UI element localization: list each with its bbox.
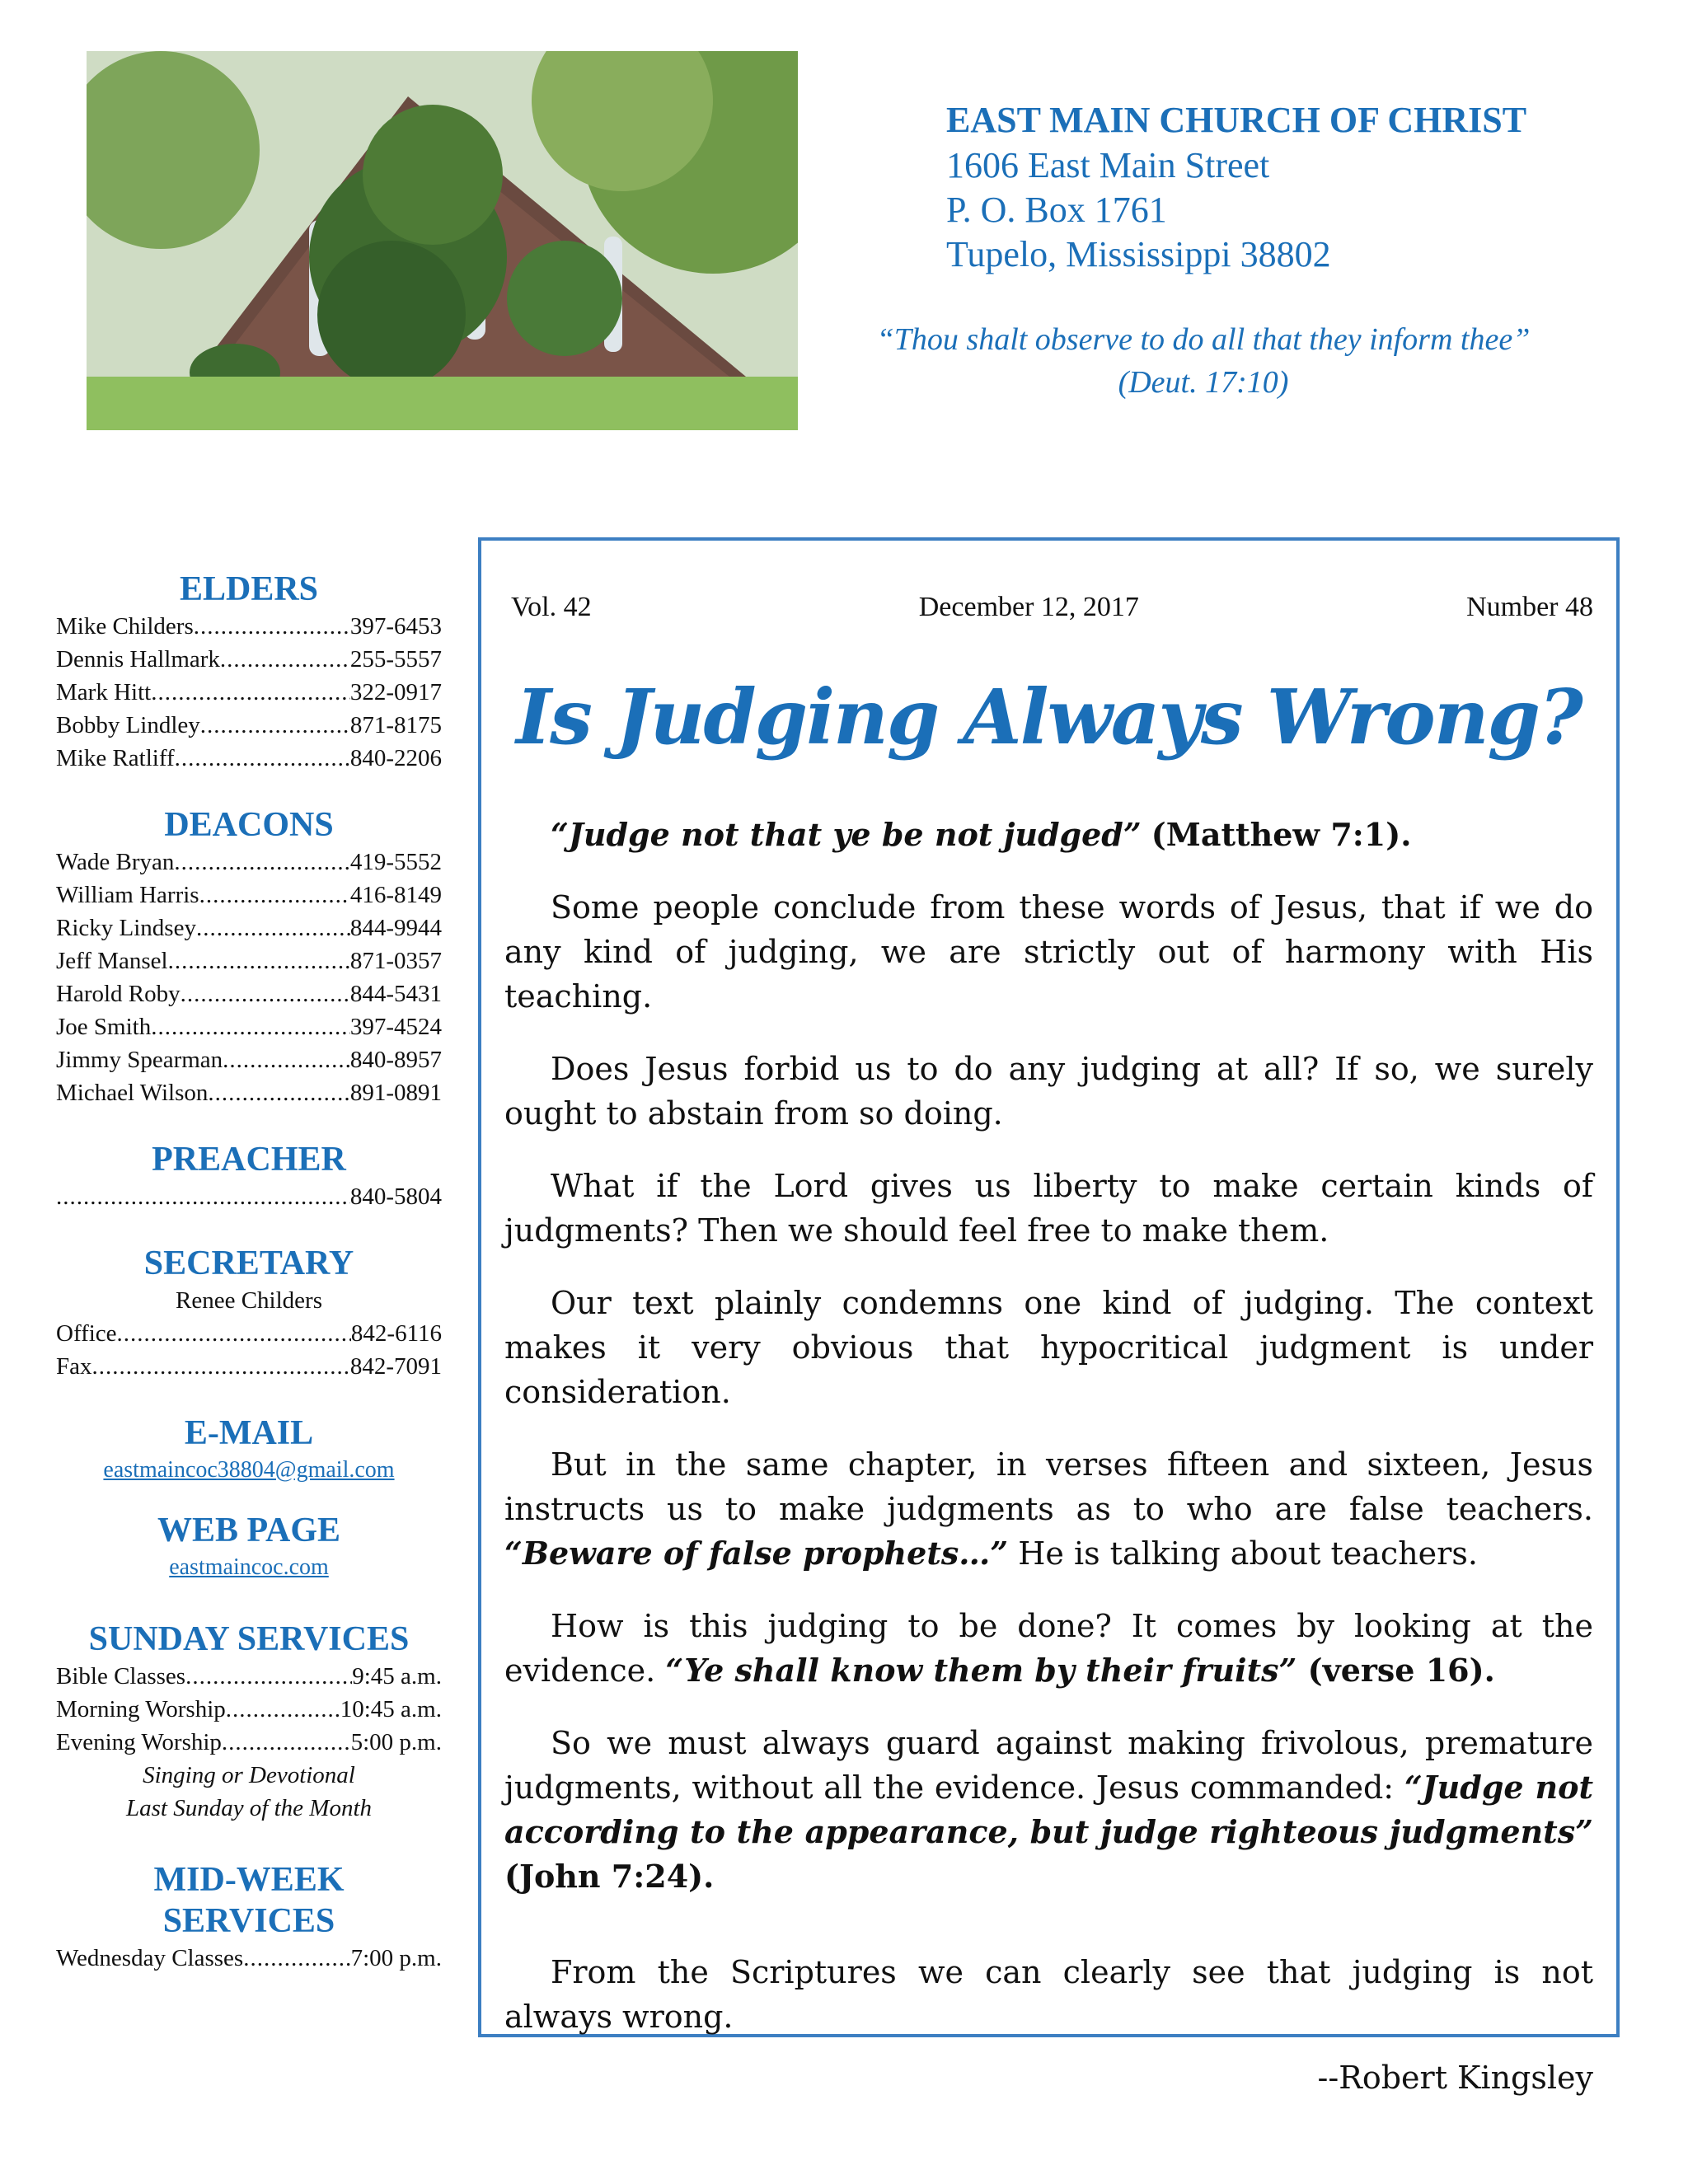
list-item: Wade Bryan ..... 419-5552	[56, 846, 442, 879]
list-item: Morning Worship ..... 10:45 a.m.	[56, 1693, 442, 1726]
list-item: Mark Hitt ..... 322-0917	[56, 676, 442, 709]
paragraph: “Judge not that ye be not judged” (Matthew 7:1).	[551, 816, 1412, 853]
elders-list	[56, 610, 442, 775]
bulletin-box	[478, 537, 1620, 2096]
city-state: Tupelo, Mississippi 38802	[946, 234, 1331, 274]
list-item: Fax ..... 842-7091	[56, 1350, 442, 1383]
preacher-heading: PREACHER	[152, 1141, 346, 1179]
elders-heading: ELDERS	[179, 570, 319, 608]
list-item: Mike Ratliff ..... 840-2206	[56, 742, 442, 775]
church-name: EAST MAIN CHURCH OF CHRIST	[946, 100, 1527, 140]
sunday-note: Singing or Devotional	[143, 1762, 355, 1788]
sidebar	[56, 569, 442, 1975]
motto-reference: (Deut. 17:10)	[1118, 365, 1289, 400]
list-item: Ricky Lindsey ..... 844-9944	[56, 912, 442, 944]
paragraph: How is this judging to be done? It comes by looking at the evidence. “Ye shall know them by their fruits” (verse 16).	[504, 1608, 1593, 1689]
list-item: Michael Wilson ..... 891-0891	[56, 1076, 442, 1109]
preacher-phone-row: ..... 840-5804	[56, 1180, 442, 1213]
sunday-note: Last Sunday of the Month	[125, 1795, 373, 1821]
web-page-heading: WEB PAGE	[157, 1511, 341, 1549]
list-item: Wednesday Classes ..... 7:00 p.m.	[56, 1942, 442, 1975]
issue-meta	[511, 592, 1593, 623]
paragraph: So we must always guard against making frivolous, premature judgments, without all the evidence. Jesus commanded: “Judge not according to the appearance, but judge righteous judgments” (John 7:24).	[504, 1725, 1593, 1895]
motto-text: “Thou shalt observe to do all that they inform thee”	[876, 322, 1531, 357]
web-page-link[interactable]: eastmaincoc.com	[169, 1554, 329, 1580]
church-photo	[87, 51, 798, 430]
author-byline: --Robert Kingsley	[1317, 2060, 1593, 2096]
deacons-list	[56, 846, 442, 1109]
secretary-heading: SECRETARY	[143, 1244, 354, 1282]
secretary-name: Renee Childers	[176, 1287, 322, 1314]
church-building-image	[87, 51, 798, 430]
email-heading: E-MAIL	[184, 1414, 314, 1452]
list-item: Bobby Lindley ..... 871-8175	[56, 709, 442, 742]
issue-number: Number 48	[1466, 592, 1593, 622]
po-box: P. O. Box 1761	[946, 190, 1167, 230]
list-item: Dennis Hallmark ..... 255-5557	[56, 643, 442, 676]
paragraph: From the Scriptures we can clearly see that judging is not always wrong.	[504, 1954, 1593, 2035]
list-item: William Harris ..... 416-8149	[56, 879, 442, 912]
list-item: Mike Childers ..... 397-6453	[56, 610, 442, 643]
paragraph: Our text plainly condemns one kind of judging. The context makes it very obvious that hypocritical judgment is under consideration.	[504, 1285, 1593, 1410]
paragraph: Some people conclude from these words of Jesus, that if we do any kind of judging, we are strictly out of harmony with His teaching.	[504, 889, 1593, 1015]
article-title: Is Judging Always Wrong?	[516, 673, 1582, 762]
sunday-services-heading: SUNDAY SERVICES	[88, 1620, 410, 1658]
paragraph: But in the same chapter, in verses fifteen and sixteen, Jesus instructs us to make judgments as to who are false teachers. “Beware of false prophets…” He is talking about teachers.	[504, 1446, 1593, 1572]
paragraph: What if the Lord gives us liberty to make certain kinds of judgments? Then we should feel free to make them.	[504, 1168, 1593, 1249]
midweek-heading: MID-WEEK	[153, 1861, 345, 1899]
list-item: Bible Classes ..... 9:45 a.m.	[56, 1660, 442, 1693]
list-item: Office ..... 842-6116	[56, 1317, 442, 1350]
motto	[791, 318, 1615, 404]
volume: Vol. 42	[511, 592, 592, 622]
list-item: Joe Smith ..... 397-4524	[56, 1010, 442, 1043]
deacons-heading: DEACONS	[164, 806, 334, 844]
list-item: Evening Worship ..... 5:00 p.m.	[56, 1726, 442, 1759]
email-link[interactable]: eastmaincoc38804@gmail.com	[103, 1457, 395, 1483]
list-item: Harold Roby ..... 844-5431	[56, 977, 442, 1010]
street-address: 1606 East Main Street	[946, 145, 1270, 185]
list-item: Jimmy Spearman ..... 840-8957	[56, 1043, 442, 1076]
midweek-heading: SERVICES	[162, 1902, 335, 1940]
church-header	[857, 97, 1599, 277]
list-item: Jeff Mansel ..... 871-0357	[56, 944, 442, 977]
article-body	[504, 813, 1593, 2100]
paragraph: Does Jesus forbid us to do any judging at all? If so, we surely ought to abstain from so doing.	[504, 1051, 1593, 1132]
issue-date: December 12, 2017	[918, 592, 1139, 622]
